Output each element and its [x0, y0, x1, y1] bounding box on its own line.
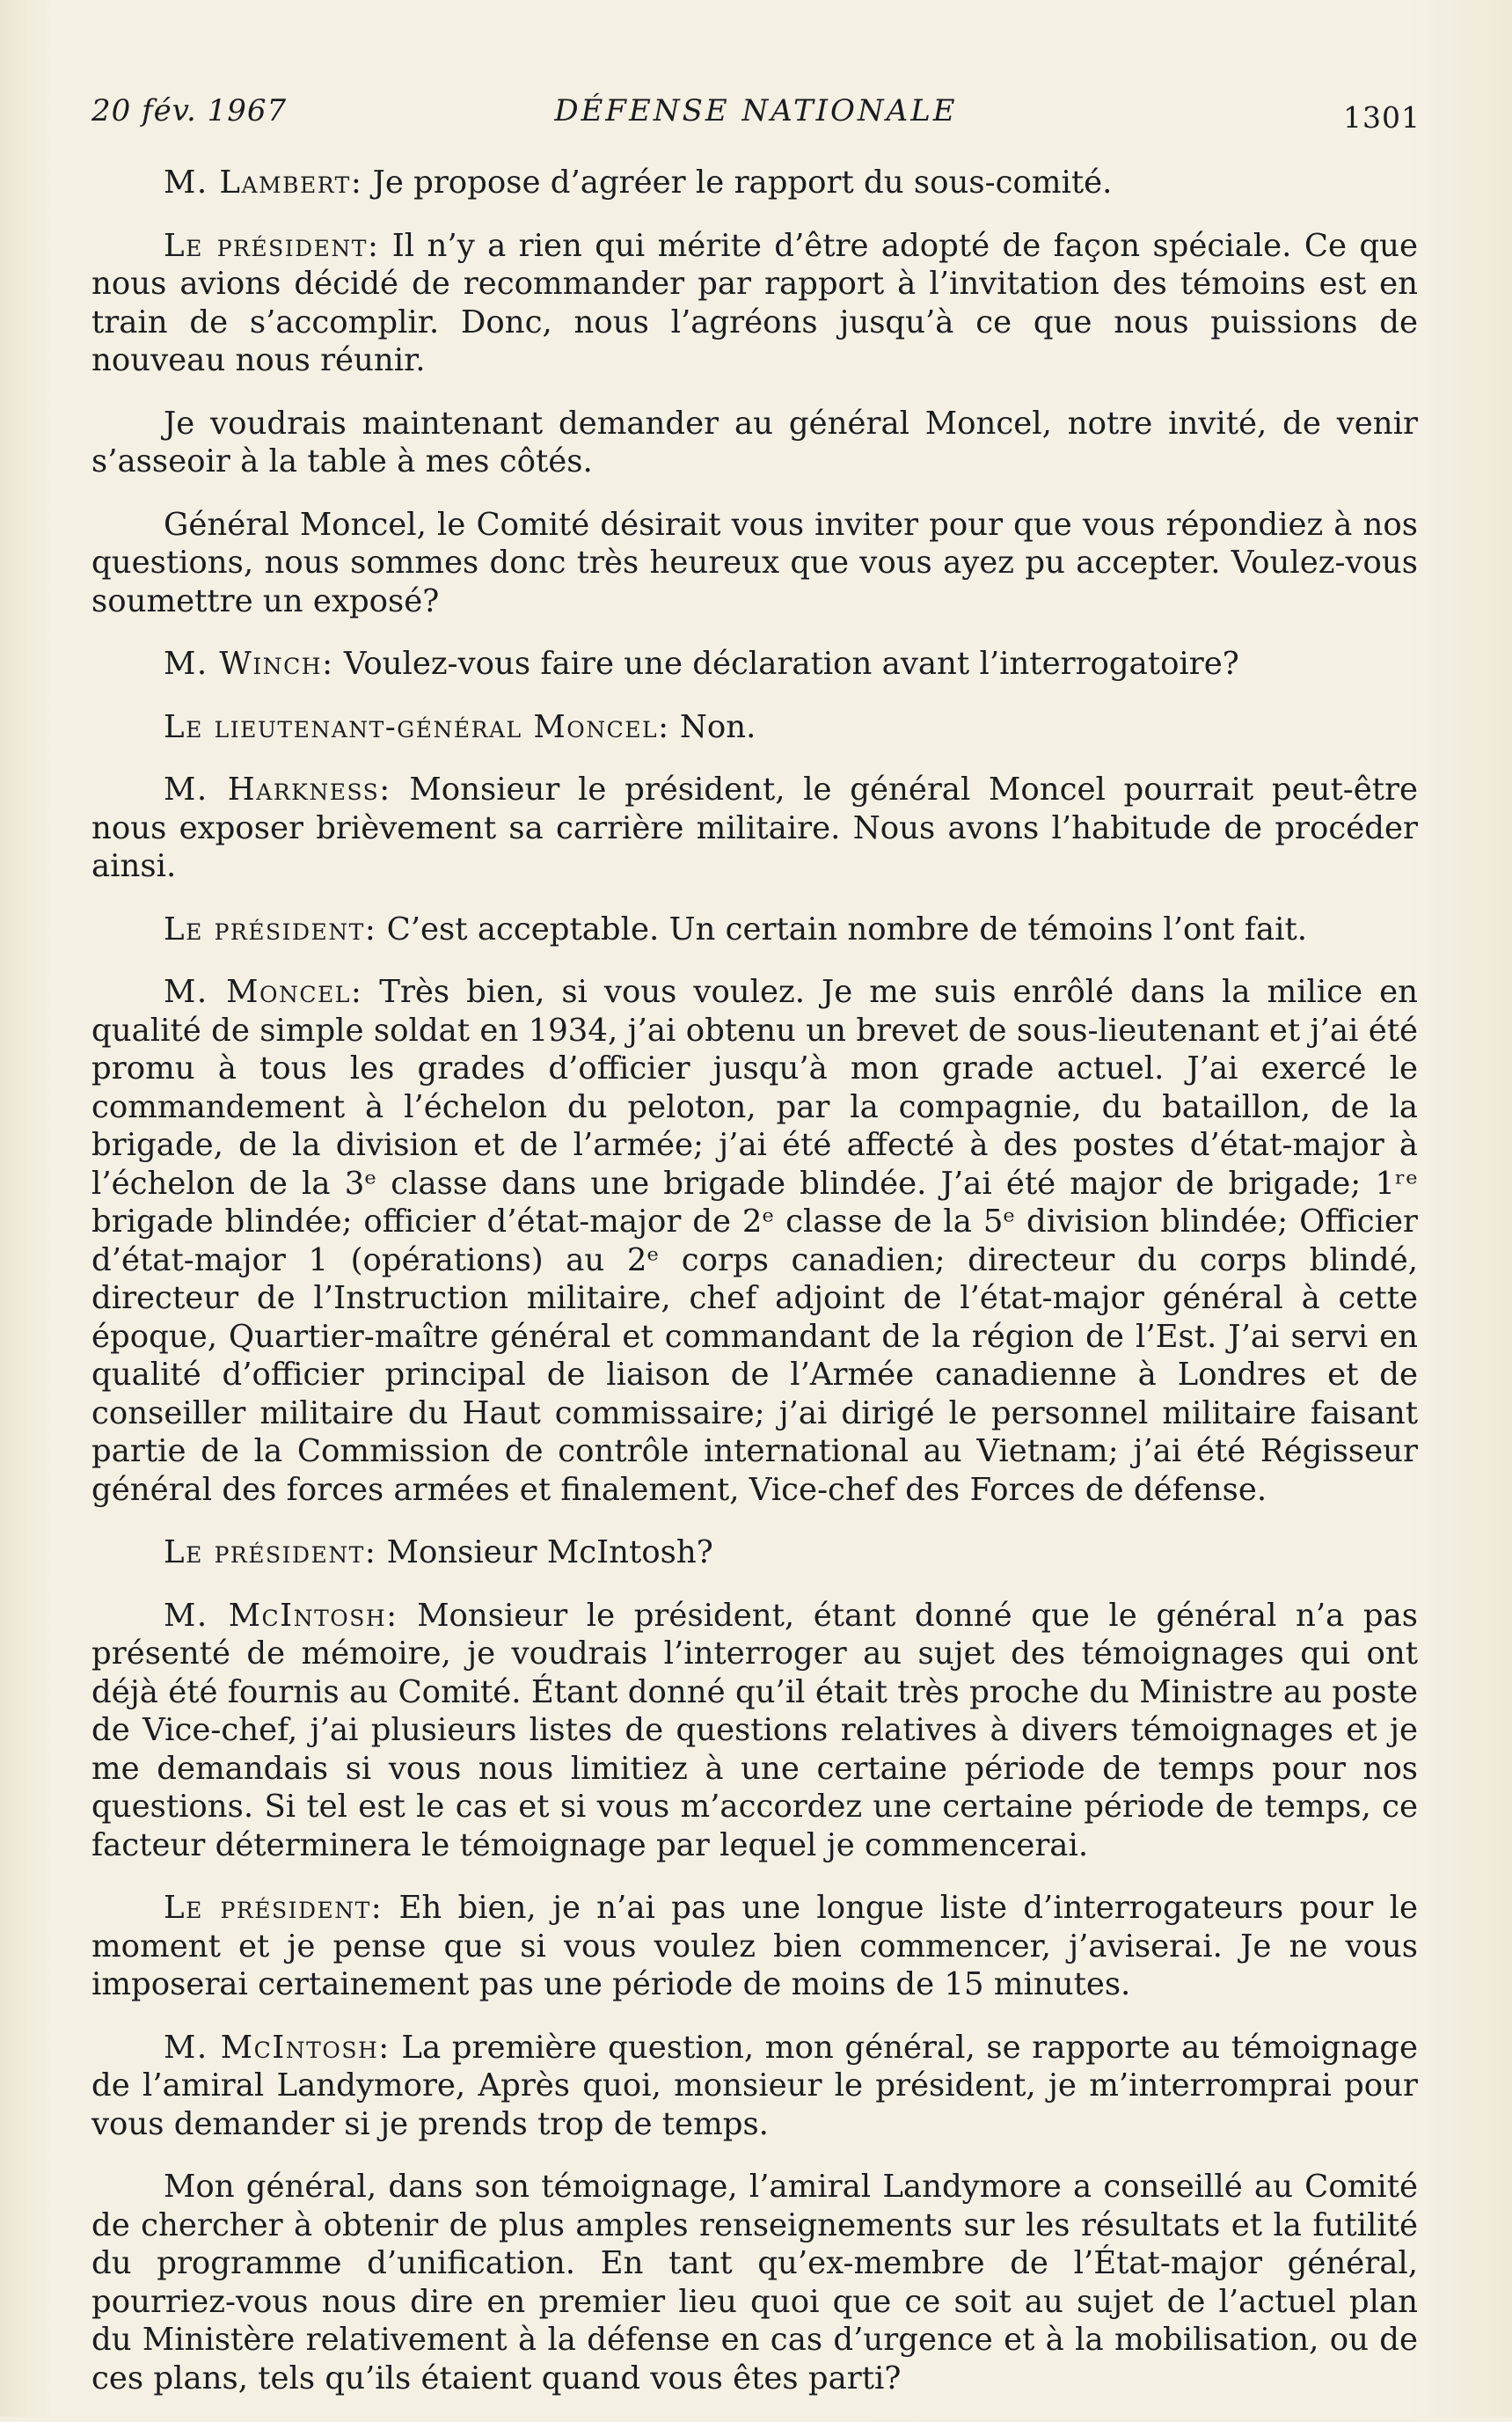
transcript-body: [91, 164, 1418, 2422]
speaker-name: M. Lambert:: [164, 165, 363, 201]
speaker-name: Le président:: [164, 227, 380, 264]
speaker-name: Le président:: [164, 1534, 377, 1570]
paragraph-14: [91, 2168, 1418, 2397]
page-number: 1301: [1343, 100, 1421, 135]
paragraph-text: Voulez-vous faire une déclaration avant l’interrogatoire?: [333, 646, 1239, 682]
paragraph-1: [91, 164, 1418, 202]
speaker-name: M. Harkness:: [164, 772, 391, 808]
speaker-name: M. McIntosh:: [164, 1597, 398, 1634]
paragraph-9: [91, 973, 1418, 1509]
paragraph-text: Je voudrais maintenant demander au général Moncel, notre invité, de venir s’asseoir à la table à mes côtés.: [91, 405, 1418, 479]
paragraph-11: [91, 1597, 1418, 1865]
paragraph-6: [91, 708, 1418, 747]
paragraph-13: [91, 2029, 1418, 2144]
paragraph-2: [91, 227, 1418, 380]
speaker-name: Le lieutenant-général Moncel:: [164, 708, 670, 745]
speaker-name: M. Moncel:: [164, 974, 363, 1010]
paragraph-text: Non.: [669, 708, 756, 745]
speaker-name: Le président:: [164, 1890, 383, 1926]
paragraph-text: Général Moncel, le Comité désirait vous inviter pour que vous répondiez à nos questions, nous sommes donc très heureux que vous ayez pu accepter. Voulez-vous soumettre un exposé?: [91, 506, 1418, 619]
paragraph-text: Monsieur le président, le général Moncel pourrait peut-être nous exposer brièvement sa carrière militaire. Nous avons l’habitude de procéder ainsi.: [91, 772, 1418, 884]
paragraph-text: Mon général, dans son témoignage, l’amiral Landymore a conseillé au Comité de chercher à obtenir de plus amples renseignements sur les résultats et la futilité du programme d’unification. En tant qu’ex-membre de l’État-major général, pourriez-vous nous dire en premier lieu quoi que ce soit au sujet de l’actuel plan du Ministère relativement à la défense en cas d’urgence et à la mobilisation, ou de ces plans, tels qu’ils étaient quand vous êtes parti?: [91, 2169, 1418, 2396]
speaker-name: Le président:: [164, 911, 377, 948]
paragraph-text: Il n’y a rien qui mérite d’être adopté de façon spéciale. Ce que nous avions décidé de recommander par rapport à l’invitation des témoins est en train de s’accomplir. Donc, nous l’agréons jusqu’à ce que nous puissions de nouveau nous réunir.: [91, 227, 1418, 378]
paragraph-text: C’est acceptable. Un certain nombre de témoins l’ont fait.: [376, 911, 1307, 948]
paragraph-3: [91, 405, 1418, 481]
paragraph-10: [91, 1533, 1418, 1572]
paragraph-text: Monsieur McIntosh?: [376, 1534, 713, 1570]
running-header: [91, 88, 1421, 141]
paragraph-8: [91, 911, 1418, 949]
paragraph-7: [91, 771, 1418, 886]
paragraph-text: La première question, mon général, se rapporte au témoignage de l’amiral Landymore, Après quoi, monsieur le président, je m’interromprai pour vous demander si je prends trop de temps.: [91, 2029, 1418, 2142]
header-date: 20 fév. 1967: [91, 93, 288, 128]
paragraph-text: Je propose d’agréer le rapport du sous-comité.: [362, 165, 1113, 201]
paragraph-4: [91, 506, 1418, 621]
paragraph-text: Très bien, si vous voulez. Je me suis enrôlé dans la milice en qualité de simple soldat en 1934, j’ai obtenu un brevet de sous-lieutenant et j’ai été promu à tous les grades d’officier jusqu’à mon grade actuel. J’ai exercé le commandement à l’échelon du peloton, par la compagnie, du bataillon, de la brigade, de la division et de l’armée; j’ai été affecté à des postes d’état-major à l’échelon de la 3ᵉ classe dans une brigade blindée. J’ai été major de brigade; 1ʳᵉ brigade blindée; officier d’état-major de 2ᵉ classe de la 5ᵉ division blindée; Officier d’état-major 1 (opérations) au 2ᵉ corps canadien; directeur du corps blindé, directeur de l’Instruction militaire, chef adjoint de l’état-major général à cette époque, Quartier-maître général et commandant de la région de l’Est. J’ai servi en qualité d’officier principal de liaison de l’Armée canadienne à Londres et de conseiller militaire du Haut commissaire; j’ai dirigé le personnel militaire faisant partie de la Commission de contrôle international au Vietnam; j’ai été Régisseur général des forces armées et finalement, Vice-chef des Forces de défense.: [91, 974, 1418, 1508]
paragraph-12: [91, 1889, 1418, 2004]
paragraph-text: Eh bien, je n’ai pas une longue liste d’interrogateurs pour le moment et je pense que si vous voulez bien commencer, j’aviserai. Je ne vous imposerai certainement pas une période de moins de 15 minutes.: [91, 1890, 1418, 2002]
header-title: DÉFENSE NATIONALE: [554, 93, 958, 128]
paragraph-5: [91, 645, 1418, 684]
speaker-name: M. Winch:: [164, 646, 334, 682]
paragraph-text: Monsieur le président, étant donné que le général n’a pas présenté de mémoire, je voudrais l’interroger au sujet des témoignages qui ont déjà été fournis au Comité. Étant donné qu’il était très proche du Ministre au poste de Vice-chef, j’ai plusieurs listes de questions relatives à divers témoignages et je me demandais si vous nous limitiez à une certaine période de temps pour nos questions. Si tel est le cas et si vous m’accordez une certaine période de temps, ce facteur déterminera le témoignage par lequel je commencerai.: [91, 1597, 1418, 1863]
speaker-name: M. McIntosh:: [164, 2029, 391, 2066]
